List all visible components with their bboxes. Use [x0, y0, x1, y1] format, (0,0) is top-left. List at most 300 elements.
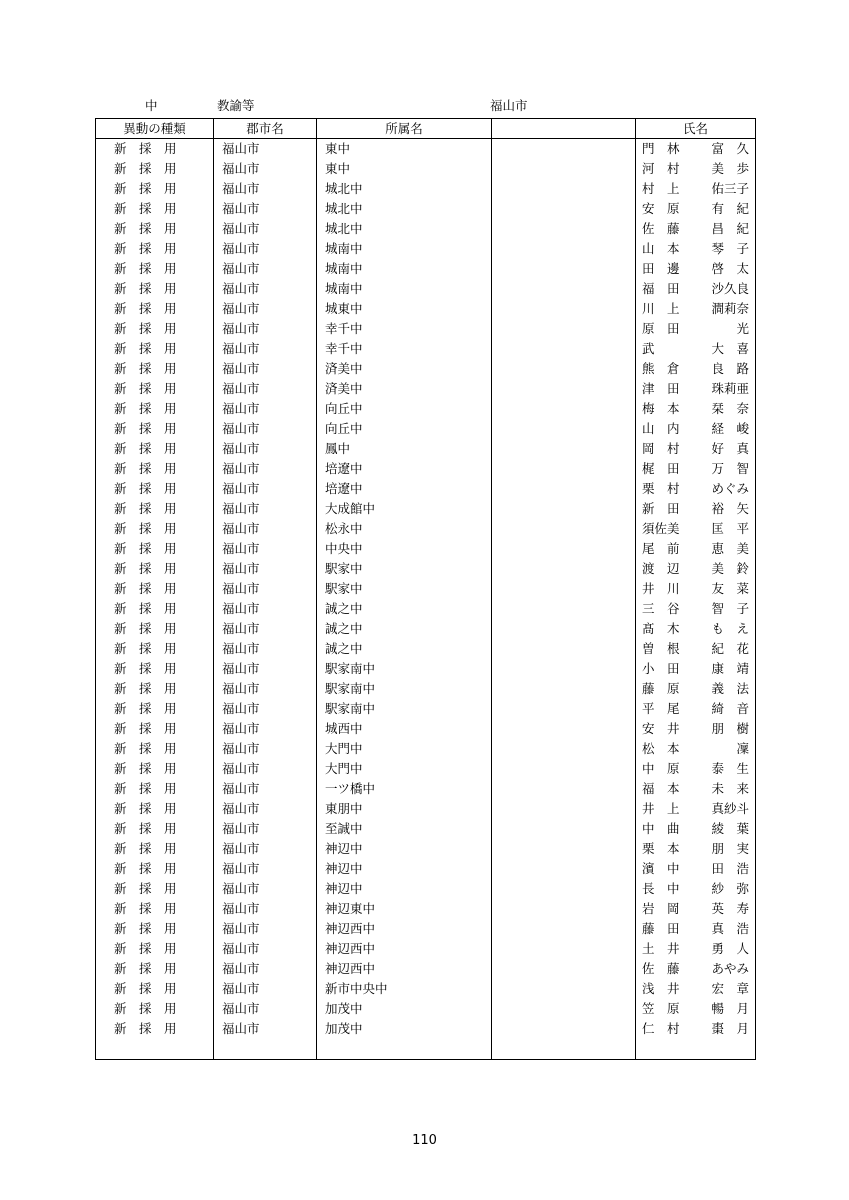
name-text [636, 899, 755, 919]
cell-blank [492, 559, 636, 579]
transfer-type-text: 新 採 用 [114, 441, 177, 456]
transfer-type-text: 新 採 用 [114, 621, 177, 636]
cell-affiliation [317, 359, 492, 379]
table-row [96, 139, 756, 160]
table-row [96, 519, 756, 539]
given-name-text: 栞 奈 [711, 401, 749, 416]
transfer-type-text: 新 採 用 [114, 521, 177, 536]
cell-affiliation [317, 219, 492, 239]
affiliation-text: 東中 [325, 141, 351, 156]
cell-affiliation [317, 559, 492, 579]
affiliation-text: 向丘中 [325, 401, 363, 416]
cell-district [214, 819, 317, 839]
transfer-type-text: 新 採 用 [114, 321, 177, 336]
table-row [96, 359, 756, 379]
cell-name [636, 319, 756, 339]
affiliation-text: 済美中 [325, 361, 363, 376]
cell-name [636, 459, 756, 479]
surname-text: 川 上 [642, 301, 680, 316]
city-label: 福山市 [490, 98, 528, 113]
cell-spacer [317, 1039, 492, 1060]
cell-transfer-type [96, 199, 214, 219]
cell-transfer-type [96, 919, 214, 939]
table-row [96, 979, 756, 999]
affiliation-text: 神辺西中 [325, 921, 376, 936]
cell-district [214, 139, 317, 160]
district-text: 福山市 [222, 801, 260, 816]
given-name-text: 恵 美 [711, 541, 749, 556]
affiliation-text: 至誠中 [325, 821, 363, 836]
district-text: 福山市 [222, 941, 260, 956]
table-row [96, 959, 756, 979]
surname-text: 佐 藤 [642, 221, 680, 236]
transfer-type-text: 新 採 用 [114, 241, 177, 256]
cell-district [214, 919, 317, 939]
surname-text: 仁 村 [642, 1021, 680, 1036]
cell-name [636, 879, 756, 899]
surname-text: 新 田 [642, 501, 680, 516]
surname-text: 福 本 [642, 781, 680, 796]
cell-district [214, 259, 317, 279]
affiliation-text: 中央中 [325, 541, 363, 556]
table-row [96, 999, 756, 1019]
cell-blank [492, 979, 636, 999]
transfer-type-text: 新 採 用 [114, 221, 177, 236]
affiliation-text: 誠之中 [325, 601, 363, 616]
table-row [96, 219, 756, 239]
table-row [96, 919, 756, 939]
surname-text: 井 上 [642, 801, 680, 816]
surname-text: 三 谷 [642, 601, 680, 616]
surname-text: 河 村 [642, 161, 680, 176]
name-text [636, 879, 755, 899]
affiliation-text: 幸千中 [325, 341, 363, 356]
district-text: 福山市 [222, 501, 260, 516]
cell-district [214, 539, 317, 559]
transfer-type-text: 新 採 用 [114, 681, 177, 696]
name-text [636, 499, 755, 519]
cell-affiliation [317, 779, 492, 799]
affiliation-text: 一ツ橋中 [325, 781, 376, 796]
affiliation-text: 大門中 [325, 761, 363, 776]
cell-name [636, 339, 756, 359]
district-text: 福山市 [222, 1001, 260, 1016]
cell-name [636, 979, 756, 999]
cell-transfer-type [96, 519, 214, 539]
school-level-label: 中 [145, 98, 158, 113]
cell-affiliation [317, 579, 492, 599]
cell-district [214, 1019, 317, 1039]
cell-transfer-type [96, 259, 214, 279]
table-row [96, 779, 756, 799]
cell-name [636, 819, 756, 839]
table-row [96, 459, 756, 479]
cell-district [214, 779, 317, 799]
cell-name [636, 999, 756, 1019]
cell-district [214, 299, 317, 319]
cell-name [636, 959, 756, 979]
cell-transfer-type [96, 479, 214, 499]
cell-name [636, 779, 756, 799]
cell-blank [492, 579, 636, 599]
given-name-text: 美 歩 [711, 161, 749, 176]
district-text: 福山市 [222, 141, 260, 156]
given-name-text: 裕 矢 [711, 501, 749, 516]
name-text [636, 579, 755, 599]
district-text: 福山市 [222, 681, 260, 696]
affiliation-text: 駅家南中 [325, 681, 376, 696]
surname-text: 山 本 [642, 241, 680, 256]
table-row [96, 639, 756, 659]
cell-name [636, 939, 756, 959]
district-text: 福山市 [222, 281, 260, 296]
cell-affiliation [317, 839, 492, 859]
surname-text: 栗 村 [642, 481, 680, 496]
cell-transfer-type [96, 699, 214, 719]
cell-district [214, 179, 317, 199]
cell-name [636, 599, 756, 619]
table-row [96, 279, 756, 299]
surname-text: 梅 本 [642, 401, 680, 416]
given-name-text: 朋 実 [711, 841, 749, 856]
cell-district [214, 959, 317, 979]
given-name-text: 田 浩 [711, 861, 749, 876]
cell-district [214, 379, 317, 399]
name-text [636, 819, 755, 839]
transfer-type-text: 新 採 用 [114, 461, 177, 476]
transfer-type-text: 新 採 用 [114, 721, 177, 736]
name-text [636, 659, 755, 679]
given-name-text: 琴 子 [711, 241, 749, 256]
cell-district [214, 799, 317, 819]
name-text [636, 519, 755, 539]
table-row [96, 399, 756, 419]
surname-text: 中 原 [642, 761, 680, 776]
cell-spacer [96, 1039, 214, 1060]
cell-transfer-type [96, 959, 214, 979]
cell-blank [492, 319, 636, 339]
cell-affiliation [317, 959, 492, 979]
cell-transfer-type [96, 579, 214, 599]
cell-affiliation [317, 759, 492, 779]
name-text [636, 239, 755, 259]
cell-district [214, 699, 317, 719]
affiliation-text: 鳳中 [325, 441, 351, 456]
affiliation-text: 幸千中 [325, 321, 363, 336]
transfer-type-text: 新 採 用 [114, 301, 177, 316]
table-row [96, 1019, 756, 1039]
table-bottom-rule [96, 1060, 756, 1061]
transfer-type-text: 新 採 用 [114, 1021, 177, 1036]
transfer-type-text: 新 採 用 [114, 501, 177, 516]
cell-district [214, 899, 317, 919]
given-name-text: 朋 樹 [711, 721, 749, 736]
cell-district [214, 439, 317, 459]
district-text: 福山市 [222, 901, 260, 916]
cell-name [636, 139, 756, 160]
surname-text: 津 田 [642, 381, 680, 396]
name-text [636, 259, 755, 279]
cell-district [214, 279, 317, 299]
cell-blank [492, 399, 636, 419]
cell-name [636, 619, 756, 639]
cell-transfer-type [96, 459, 214, 479]
given-name-text: 紀 花 [711, 641, 749, 656]
affiliation-text: 培遼中 [325, 461, 363, 476]
table-row [96, 239, 756, 259]
cell-affiliation [317, 539, 492, 559]
transfer-type-text: 新 採 用 [114, 921, 177, 936]
table-row [96, 559, 756, 579]
cell-district [214, 879, 317, 899]
cell-affiliation [317, 979, 492, 999]
given-name-text: 珠莉亜 [711, 381, 749, 396]
table-row [96, 719, 756, 739]
cell-blank [492, 899, 636, 919]
cell-name [636, 379, 756, 399]
name-text [636, 799, 755, 819]
transfer-type-text: 新 採 用 [114, 481, 177, 496]
surname-text: 土 井 [642, 941, 680, 956]
cell-transfer-type [96, 379, 214, 399]
surname-text: 平 尾 [642, 701, 680, 716]
transfer-type-text: 新 採 用 [114, 741, 177, 756]
name-text [636, 759, 755, 779]
cell-affiliation [317, 919, 492, 939]
cell-transfer-type [96, 419, 214, 439]
given-name-text: 泰 生 [711, 761, 749, 776]
cell-blank [492, 539, 636, 559]
district-text: 福山市 [222, 201, 260, 216]
surname-text: 松 本 [642, 741, 680, 756]
given-name-text: 美 鈴 [711, 561, 749, 576]
table-row [96, 899, 756, 919]
transfer-type-text: 新 採 用 [114, 901, 177, 916]
transfer-type-text: 新 採 用 [114, 641, 177, 656]
cell-district [214, 499, 317, 519]
cell-affiliation [317, 439, 492, 459]
affiliation-text: 松永中 [325, 521, 363, 536]
district-text: 福山市 [222, 361, 260, 376]
surname-text: 須佐美 [642, 521, 680, 536]
affiliation-text: 済美中 [325, 381, 363, 396]
cell-transfer-type [96, 499, 214, 519]
cell-transfer-type [96, 899, 214, 919]
cell-affiliation [317, 639, 492, 659]
cell-blank [492, 879, 636, 899]
given-name-text: 大 喜 [711, 341, 749, 356]
cell-blank [492, 279, 636, 299]
district-text: 福山市 [222, 881, 260, 896]
cell-affiliation [317, 319, 492, 339]
name-text [636, 179, 755, 199]
affiliation-text: 東中 [325, 161, 351, 176]
table-row [96, 939, 756, 959]
transfer-type-text: 新 採 用 [114, 961, 177, 976]
transfer-type-text: 新 採 用 [114, 161, 177, 176]
table-row [96, 859, 756, 879]
affiliation-text: 誠之中 [325, 621, 363, 636]
affiliation-text: 誠之中 [325, 641, 363, 656]
personnel-transfer-table [95, 118, 756, 1060]
district-text: 福山市 [222, 561, 260, 576]
cell-name [636, 799, 756, 819]
cell-blank [492, 839, 636, 859]
cell-transfer-type [96, 659, 214, 679]
surname-text: 尾 前 [642, 541, 680, 556]
table-caption-row [95, 96, 755, 116]
district-text: 福山市 [222, 601, 260, 616]
cell-transfer-type [96, 219, 214, 239]
cell-transfer-type [96, 239, 214, 259]
cell-name [636, 1019, 756, 1039]
surname-text: 井 川 [642, 581, 680, 596]
cell-district [214, 219, 317, 239]
name-text [636, 939, 755, 959]
affiliation-text: 大成館中 [325, 501, 376, 516]
cell-name [636, 479, 756, 499]
surname-text: 佐 藤 [642, 961, 680, 976]
cell-blank [492, 239, 636, 259]
surname-text: 小 田 [642, 661, 680, 676]
given-name-text: 佑三子 [711, 181, 749, 196]
surname-text: 浅 井 [642, 981, 680, 996]
district-text: 福山市 [222, 441, 260, 456]
cell-affiliation [317, 399, 492, 419]
district-text: 福山市 [222, 621, 260, 636]
given-name-text: 棗 月 [711, 1021, 749, 1036]
table-row [96, 319, 756, 339]
transfer-type-text: 新 採 用 [114, 941, 177, 956]
transfer-type-text: 新 採 用 [114, 581, 177, 596]
name-text [636, 679, 755, 699]
cell-district [214, 239, 317, 259]
cell-affiliation [317, 199, 492, 219]
transfer-type-text: 新 採 用 [114, 541, 177, 556]
given-name-text: 英 寿 [711, 901, 749, 916]
cell-district [214, 839, 317, 859]
surname-text: 岩 岡 [642, 901, 680, 916]
cell-name [636, 579, 756, 599]
table-row [96, 839, 756, 859]
surname-text: 原 田 [642, 321, 680, 336]
cell-blank [492, 219, 636, 239]
cell-district [214, 739, 317, 759]
surname-text: 笠 原 [642, 1001, 680, 1016]
name-text [636, 839, 755, 859]
district-text: 福山市 [222, 301, 260, 316]
cell-name [636, 639, 756, 659]
cell-blank [492, 779, 636, 799]
surname-text: 中 曲 [642, 821, 680, 836]
cell-district [214, 359, 317, 379]
given-name-text: 経 峻 [711, 421, 749, 436]
name-text [636, 219, 755, 239]
surname-text: 岡 村 [642, 441, 680, 456]
affiliation-text: 神辺東中 [325, 901, 376, 916]
transfer-type-text: 新 採 用 [114, 781, 177, 796]
cell-affiliation [317, 459, 492, 479]
cell-district [214, 979, 317, 999]
district-text: 福山市 [222, 861, 260, 876]
cell-district [214, 659, 317, 679]
cell-transfer-type [96, 799, 214, 819]
table-row [96, 879, 756, 899]
name-text [636, 999, 755, 1019]
transfer-type-text: 新 採 用 [114, 141, 177, 156]
name-text [636, 779, 755, 799]
cell-transfer-type [96, 299, 214, 319]
given-name-text: 綾 葉 [711, 821, 749, 836]
cell-blank [492, 479, 636, 499]
cell-name [636, 519, 756, 539]
affiliation-text: 城北中 [325, 221, 363, 236]
table-row [96, 619, 756, 639]
transfer-type-text: 新 採 用 [114, 601, 177, 616]
district-text: 福山市 [222, 261, 260, 276]
affiliation-text: 新市中央中 [325, 981, 388, 996]
district-text: 福山市 [222, 341, 260, 356]
district-text: 福山市 [222, 161, 260, 176]
transfer-type-text: 新 採 用 [114, 401, 177, 416]
cell-transfer-type [96, 1019, 214, 1039]
name-text [636, 159, 755, 179]
name-text [636, 379, 755, 399]
table-row [96, 759, 756, 779]
cell-affiliation [317, 719, 492, 739]
cell-affiliation [317, 859, 492, 879]
table-row [96, 419, 756, 439]
page-number: 110 [412, 1133, 437, 1148]
cell-district [214, 759, 317, 779]
cell-name [636, 759, 756, 779]
cell-affiliation [317, 879, 492, 899]
name-text [636, 979, 755, 999]
cell-name [636, 159, 756, 179]
affiliation-text: 駅家南中 [325, 661, 376, 676]
given-name-text: あやみ [711, 961, 749, 976]
cell-affiliation [317, 519, 492, 539]
cell-name [636, 419, 756, 439]
name-text [636, 459, 755, 479]
cell-name [636, 699, 756, 719]
surname-text: 安 原 [642, 201, 680, 216]
cell-blank [492, 439, 636, 459]
cell-transfer-type [96, 399, 214, 419]
cell-district [214, 159, 317, 179]
name-text [636, 719, 755, 739]
table-row [96, 339, 756, 359]
column-header-affiliation: 所属名 [317, 119, 492, 139]
affiliation-text: 東朋中 [325, 801, 363, 816]
given-name-text: 紗 弥 [711, 881, 749, 896]
transfer-type-text: 新 採 用 [114, 421, 177, 436]
table-row [96, 599, 756, 619]
cell-blank [492, 259, 636, 279]
surname-text: 熊 倉 [642, 361, 680, 376]
cell-transfer-type [96, 679, 214, 699]
table-row [96, 479, 756, 499]
cell-name [636, 259, 756, 279]
district-text: 福山市 [222, 781, 260, 796]
affiliation-text: 神辺中 [325, 861, 363, 876]
given-name-text: 昌 紀 [711, 221, 749, 236]
affiliation-text: 城北中 [325, 181, 363, 196]
transfer-type-text: 新 採 用 [114, 881, 177, 896]
cell-district [214, 679, 317, 699]
cell-affiliation [317, 599, 492, 619]
cell-transfer-type [96, 619, 214, 639]
